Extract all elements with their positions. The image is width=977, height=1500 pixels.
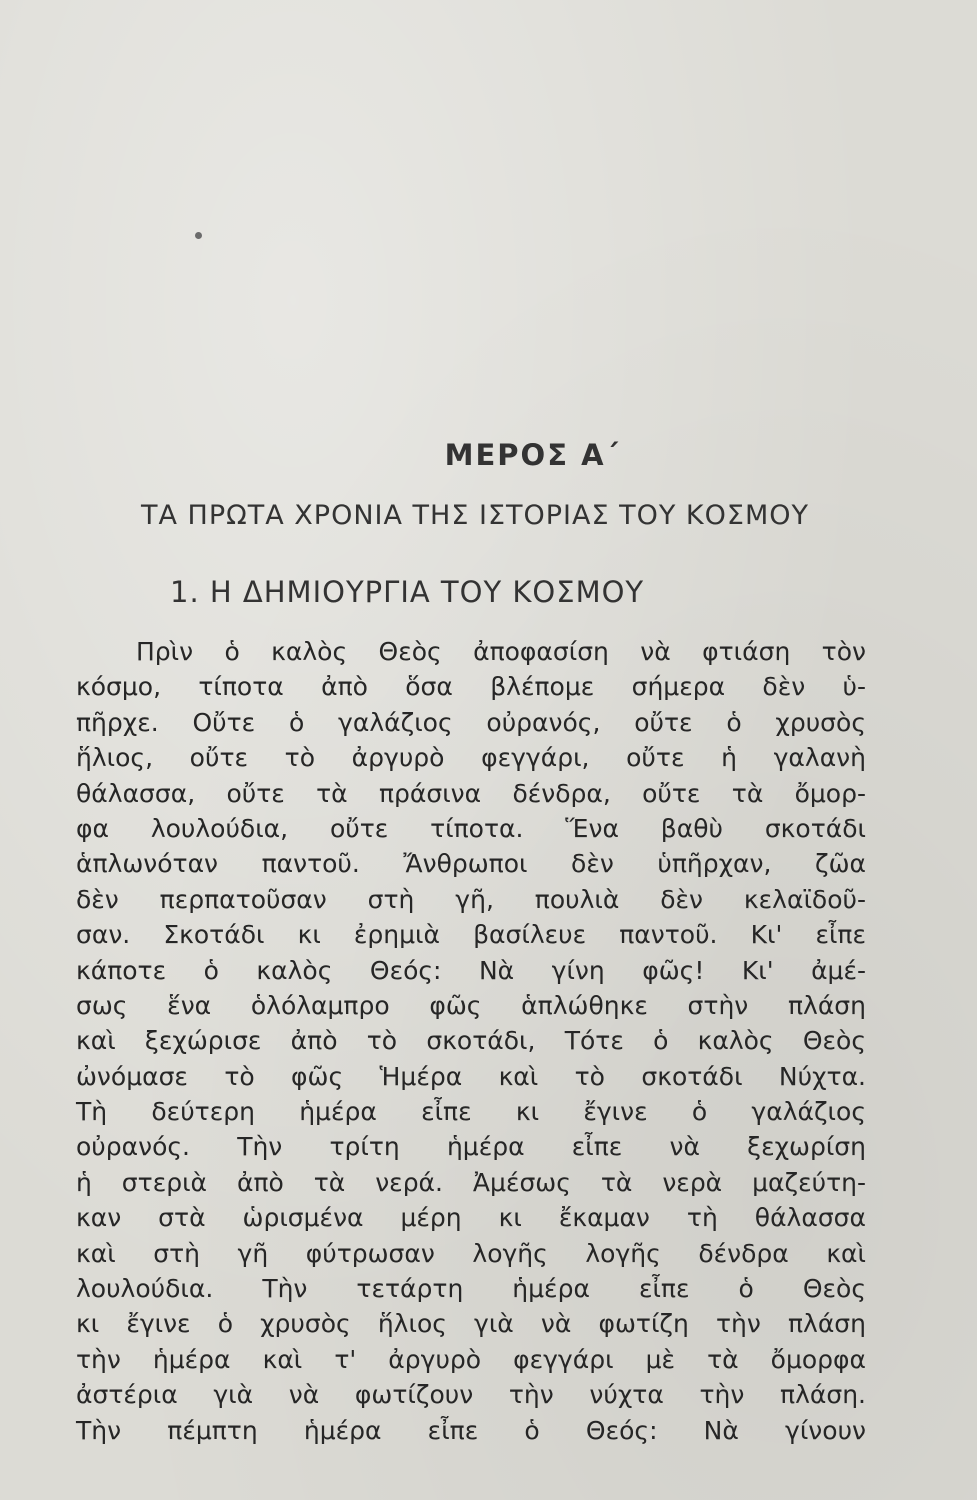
text-line: ἡ στεριὰ ἀπὸ τὰ νερά. Ἀμέσως τὰ νερὰ μαζεύτη- [76,1167,866,1197]
text-line: οὐρανός. Τὴν τρίτη ἡμέρα εἶπε νὰ ξεχωρίση [76,1132,866,1162]
text-line: σαν. Σκοτάδι κι ἐρημιὰ βασίλευε παντοῦ. Κι' εἶπε [76,920,866,950]
part-heading: ΜΕΡΟΣ Α΄ [444,438,621,472]
chapter-heading: 1. Η ΔΗΜΙΟΥΡΓΙΑ ΤΟΥ ΚΟΣΜΟΥ [170,575,645,609]
text-line: καν στὰ ὡρισμένα μέρη κι ἔκαμαν τὴ θάλασσα [76,1203,866,1233]
text-line: δὲν περπατοῦσαν στὴ γῆ, πουλιὰ δὲν κελαϊδοῦ- [76,884,866,914]
text-line: ἥλιος, οὔτε τὸ ἀργυρὸ φεγγάρι, οὔτε ἡ γαλανὴ [76,743,866,773]
section-heading: ΤΑ ΠΡΩΤΑ ΧΡΟΝΙΑ ΤΗΣ ΙΣΤΟΡΙΑΣ ΤΟΥ ΚΟΣΜΟΥ [141,500,809,531]
text-line: λουλούδια. Τὴν τετάρτη ἡμέρα εἶπε ὁ Θεὸς [76,1274,866,1304]
text-line: σως ἕνα ὁλόλαμπρο φῶς ἁπλώθηκε στὴν πλάση [76,990,866,1020]
body-paragraph [76,634,866,1448]
text-line: ἁπλωνόταν παντοῦ. Ἄνθρωποι δὲν ὑπῆρχαν, ζῶα [76,849,866,879]
text-line: κόσμο, τίποτα ἀπὸ ὅσα βλέπομε σήμερα δὲν ὑ- [76,672,866,702]
text-line: ἀστέρια γιὰ νὰ φωτίζουν τὴν νύχτα τὴν πλάση. [76,1380,866,1410]
text-line: καὶ στὴ γῆ φύτρωσαν λογῆς λογῆς δένδρα καὶ [76,1238,866,1268]
text-line: θάλασσα, οὔτε τὰ πράσινα δένδρα, οὔτε τὰ ὄμορ- [76,778,866,808]
text-line: κι ἔγινε ὁ χρυσὸς ἥλιος γιὰ νὰ φωτίζη τὴν πλάση [76,1309,866,1339]
text-line: Τὴ δεύτερη ἡμέρα εἶπε κι ἔγινε ὁ γαλάζιος [76,1097,866,1127]
text-line: Τὴν πέμπτη ἡμέρα εἶπε ὁ Θεός: Νὰ γίνουν [76,1415,866,1445]
text-line: πῆρχε. Οὔτε ὁ γαλάζιος οὐρανός, οὔτε ὁ χρυσὸς [76,707,866,737]
text-line: κάποτε ὁ καλὸς Θεός: Νὰ γίνη φῶς! Κι' ἀμέ- [76,955,866,985]
ink-speck [195,232,202,239]
text-line: Πρὶν ὁ καλὸς Θεὸς ἀποφασίση νὰ φτιάση τὸν [136,637,866,666]
text-line: τὴν ἡμέρα καὶ τ' ἀργυρὸ φεγγάρι μὲ τὰ ὄμορφα [76,1344,866,1374]
text-line: φα λουλούδια, οὔτε τίποτα. Ἕνα βαθὺ σκοτάδι [76,813,866,843]
text-line: καὶ ξεχώρισε ἀπὸ τὸ σκοτάδι, Τότε ὁ καλὸς Θεὸς [76,1026,866,1056]
text-line: ὠνόμασε τὸ φῶς Ἡμέρα καὶ τὸ σκοτάδι Νύχτα. [76,1061,866,1091]
